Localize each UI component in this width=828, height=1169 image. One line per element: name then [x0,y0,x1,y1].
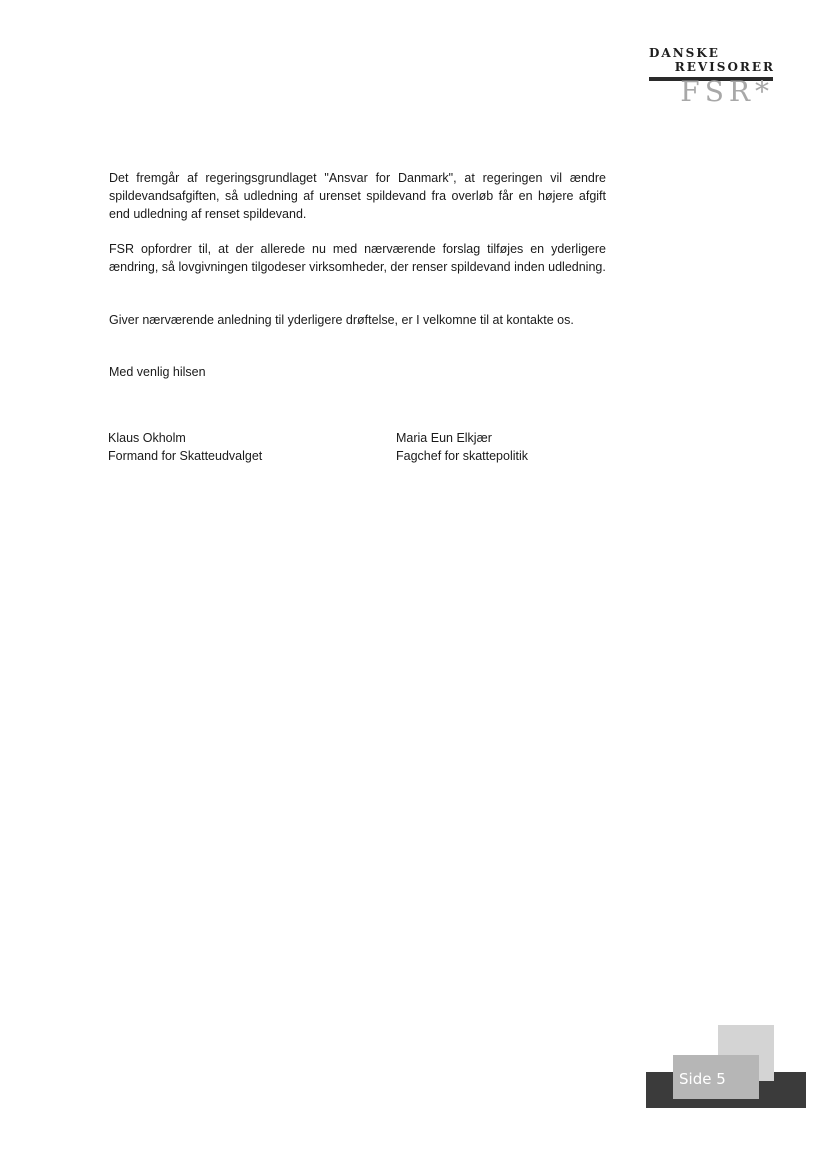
logo-line-revisorer: REVISORER [674,60,775,74]
signer-name: Maria Eun Elkjær [396,431,492,445]
paragraph-1: Det fremgår af regeringsgrundlaget "Ansvar for Danmark", at regeringen vil ændre spildevandsafgiften, så udledning af urenset spildevand fra overløb får en højere afgift end udledning af renset spildevand. [109,171,606,221]
page-number: Side 5 [679,1070,726,1088]
letter-body [109,169,606,381]
signature-block-right [396,429,528,465]
signer-name: Klaus Okholm [108,431,186,445]
closing-greeting: Med venlig hilsen [109,365,206,379]
paragraph-3: Giver nærværende anledning til yderligere drøftelse, er I velkomne til at kontakte os. [109,313,574,327]
paragraph-2: FSR opfordrer til, at der allerede nu med nærværende forslag tilføjes en yderligere ændring, så lovgivningen tilgodeser virksomheder, der renser spildevand inden udledning. [109,242,606,274]
signer-title: Fagchef for skattepolitik [396,449,529,463]
signature-block-left [108,429,262,465]
page-number-badge [646,1025,808,1111]
logo-line-danske: DANSKE [649,46,720,60]
signer-title: Formand for Skatteudvalget [108,449,263,463]
logo-mark: FSR* [680,75,774,108]
fsr-logo [646,44,776,110]
